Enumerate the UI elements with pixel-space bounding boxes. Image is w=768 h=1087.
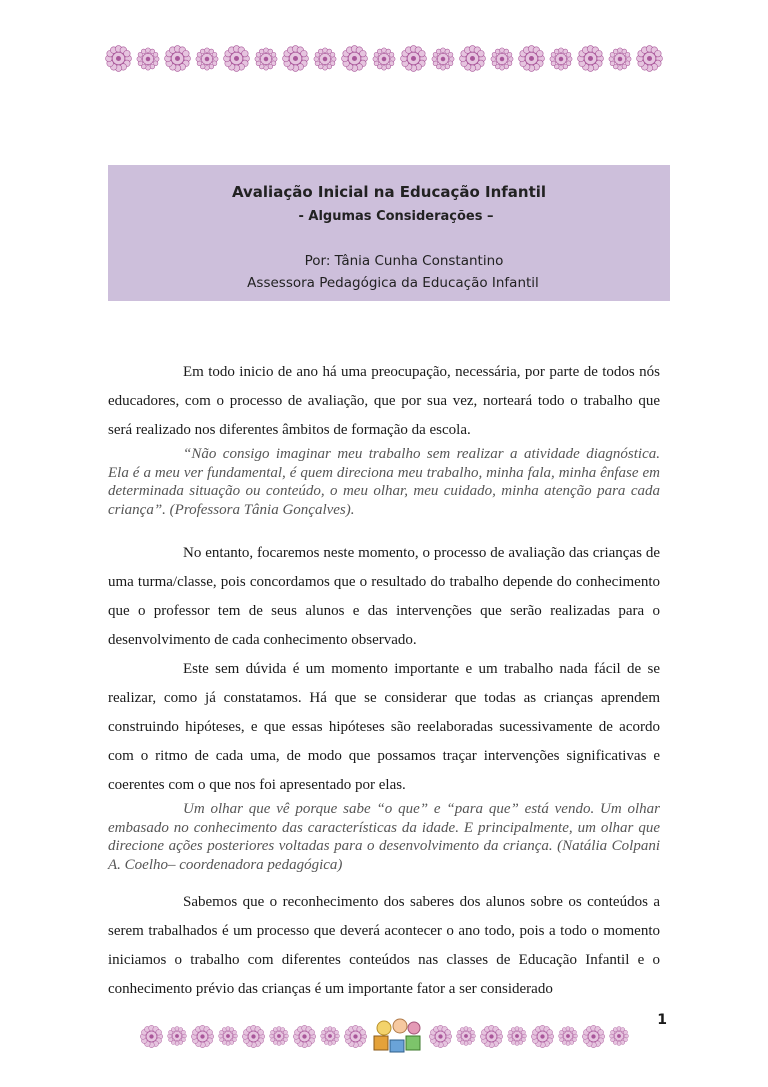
top-ornament-border: [0, 44, 768, 73]
flower-ornament-icon: [455, 1025, 477, 1047]
flower-ornament-icon: [635, 44, 664, 73]
flower-ornament-icon: [163, 44, 192, 73]
flower-ornament-icon: [581, 1024, 606, 1049]
flower-ornament-icon: [253, 46, 279, 72]
flower-ornament-icon: [608, 1025, 630, 1047]
paragraph-2: No entanto, focaremos neste momento, o processo de avaliação das crianças de uma turma/classe, pois concordamos que o resultado do trabalho depende do conhecimento que o professor tem de seus alunos e das intervenções que serão realizadas para o desenvolvimento de cada conhecimento observado.: [108, 545, 660, 648]
flower-ornament-icon: [104, 44, 133, 73]
flower-ornament-icon: [506, 1025, 528, 1047]
quote-2: Um olhar que vê porque sabe “o que” e “para que” está vendo. Um olhar embasado no conhecimento das características da idade. E principalmente, um olhar que direcione ações posteriores voltadas para o desenvolvimento da criança. (Natália Colpani A. Coelho– coordenadora pedagógica): [108, 801, 660, 873]
flower-ornament-icon: [557, 1025, 579, 1047]
document-title: Avaliação Inicial na Educação Infantil: [231, 183, 547, 201]
flower-ornament-icon: [139, 1024, 164, 1049]
page-number: 1: [657, 1012, 667, 1028]
flower-ornament-icon: [217, 1025, 239, 1047]
flower-ornament-icon: [312, 46, 338, 72]
flower-ornament-icon: [430, 46, 456, 72]
flower-ornament-icon: [340, 44, 369, 73]
flower-ornament-icon: [548, 46, 574, 72]
flower-ornament-icon: [281, 44, 310, 73]
flower-ornament-icon: [607, 46, 633, 72]
flower-ornament-icon: [319, 1025, 341, 1047]
children-letter-blocks-icon: [370, 1016, 426, 1056]
flower-ornament-icon: [479, 1024, 504, 1049]
title-box: [108, 165, 670, 301]
flower-ornament-icon: [371, 46, 397, 72]
flower-ornament-icon: [399, 44, 428, 73]
paragraph-4: Sabemos que o reconhecimento dos saberes dos alunos sobre os conteúdos a serem trabalhados é um processo que deverá acontecer o ano todo, pois a todo o momento iniciamos o trabalho com diferentes conteúdos nas classes de Educação Infantil e o conhecimento prévio das crianças é um importante fator a ser considerado: [108, 894, 660, 997]
paragraph-1: Em todo inicio de ano há uma preocupação, necessária, por parte de todos nós educadores, com o processo de avaliação, que por sua vez, norteará todo o trabalho que será realizado nos diferentes âmbitos de formação da escola.: [108, 364, 660, 438]
flower-ornament-icon: [268, 1025, 290, 1047]
document-body: [108, 358, 660, 1004]
author-line: Por: Tânia Cunha Constantino: [304, 253, 504, 269]
flower-ornament-icon: [517, 44, 546, 73]
author-role: Assessora Pedagógica da Educação Infantil: [247, 275, 539, 291]
flower-ornament-icon: [135, 46, 161, 72]
flower-ornament-icon: [292, 1024, 317, 1049]
flower-ornament-icon: [222, 44, 251, 73]
flower-ornament-icon: [166, 1025, 188, 1047]
flower-ornament-icon: [530, 1024, 555, 1049]
flower-ornament-icon: [458, 44, 487, 73]
flower-ornament-icon: [194, 46, 220, 72]
quote-1: “Não consigo imaginar meu trabalho sem realizar a atividade diagnóstica. Ela é a meu ver fundamental, é quem direciona meu trabalho, minha fala, minha ênfase em determinada situação ou conteúdo, o meu olhar, meu cuidado, minha atenção para cada criança”. (Professora Tânia Gonçalves).: [108, 446, 660, 518]
flower-ornament-icon: [190, 1024, 215, 1049]
flower-ornament-icon: [343, 1024, 368, 1049]
flower-ornament-icon: [576, 44, 605, 73]
document-subtitle: - Algumas Considerações –: [298, 209, 494, 224]
flower-ornament-icon: [489, 46, 515, 72]
flower-ornament-icon: [241, 1024, 266, 1049]
flower-ornament-icon: [428, 1024, 453, 1049]
paragraph-3: Este sem dúvida é um momento importante e um trabalho nada fácil de se realizar, como já constatamos. Há que se considerar que todas as crianças aprendem construindo hipóteses, e que essas hipóteses são reelaboradas sucessivamente de acordo com o ritmo de cada uma, de modo que possamos traçar intervenções significativas e coerentes com o que nos foi apresentado por elas.: [108, 661, 660, 793]
